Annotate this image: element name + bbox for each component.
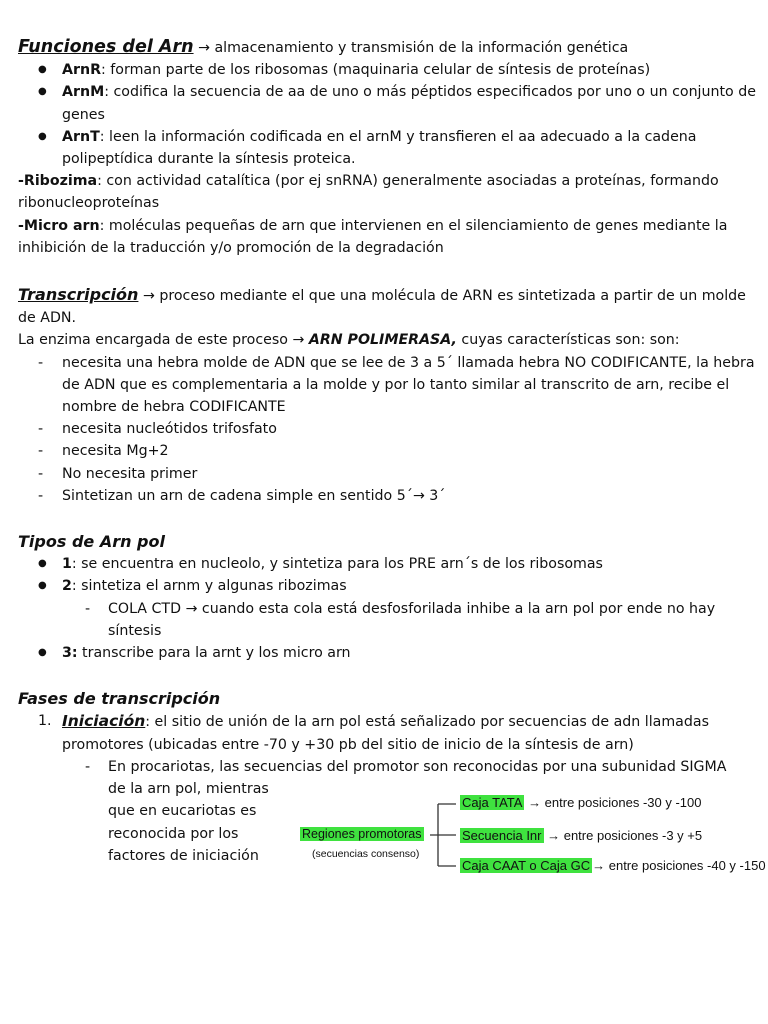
enzyme-name: ARN POLIMERASA, bbox=[308, 332, 457, 349]
term: ArnM bbox=[62, 84, 105, 101]
transcription-heading: Transcripción bbox=[18, 285, 139, 305]
list-item bbox=[18, 553, 758, 575]
list-item: - necesita Mg+2 bbox=[18, 440, 758, 462]
term: 1 bbox=[62, 556, 72, 573]
phases-heading: Fases de transcripción bbox=[18, 689, 221, 709]
diagram-sub-label: (secuencias consenso) bbox=[312, 848, 420, 860]
enzyme-pre: La enzima encargada de este proceso → bbox=[18, 332, 309, 349]
list-item: - Sintetizan un arn de cadena simple en sentido 5´→ 3´ bbox=[18, 485, 758, 507]
list-item: - No necesita primer bbox=[18, 463, 758, 485]
prokaryote-note: - En procariotas, las secuencias del promotor son reconocidas por una subunidad SIGMA de la arn pol, mientras que en eucariotas es reconocida por los factores de iniciación bbox=[85, 758, 727, 864]
enzyme-paragraph bbox=[18, 329, 758, 351]
polymerase-features-list bbox=[18, 352, 758, 507]
regions-label: Regiones promotoras bbox=[302, 827, 422, 841]
transcription-heading-rest: → proceso mediante el que una molécula de ARN es sintetizada a partir de un molde de ADN. bbox=[18, 288, 746, 327]
initiation-text: : el sitio de unión de la arn pol está señalizado por secuencias de adn llamadas promotores (ubicadas entre -70 y +30 pb del sitio de inicio de la síntesis de arn) bbox=[62, 714, 709, 753]
micro-arn-paragraph bbox=[18, 215, 758, 259]
list-item bbox=[18, 126, 758, 170]
initiation-title: Iniciación bbox=[62, 712, 146, 731]
document-page bbox=[18, 36, 758, 867]
definition: : forman parte de los ribosomas (maquinaria celular de síntesis de proteínas) bbox=[101, 62, 651, 79]
position-text: → entre posiciones -3 y +5 bbox=[543, 828, 703, 843]
term: -Micro arn bbox=[18, 217, 100, 234]
term: 2 bbox=[62, 578, 72, 595]
list-item bbox=[18, 710, 758, 755]
definition: : leen la información codificada en el arnM y transfieren el aa adecuado a la cadena polipeptídica durante la síntesis proteica. bbox=[62, 128, 697, 168]
term: -Ribozima bbox=[18, 173, 98, 190]
note-line: de la arn pol, mientras bbox=[108, 781, 269, 798]
note-line: que en eucariotas es bbox=[108, 803, 257, 820]
pol-types-list bbox=[18, 553, 758, 597]
definition: : se encuentra en nucleolo, y sintetiza para los PRE arn´s de los ribosomas bbox=[71, 556, 603, 573]
item-number: 1. bbox=[38, 713, 52, 730]
diagram-main-label bbox=[300, 827, 424, 841]
definition: : codifica la secuencia de aa de uno o más péptidos especificados por uno o un conjunto de genes bbox=[62, 84, 756, 123]
definition: : moléculas pequeñas de arn que intervienen en el silenciamiento de genes mediante la inhibición de la traducción y/o promoción de la degradación bbox=[18, 217, 728, 256]
enzyme-post: cuyas características son: son: bbox=[456, 332, 680, 349]
term: 3: bbox=[62, 645, 78, 662]
pol2-sub-list bbox=[18, 598, 758, 642]
list-item bbox=[18, 59, 758, 81]
list-item: - necesita nucleótidos trifosfato bbox=[18, 418, 758, 440]
definition: : sintetiza el arnm y algunas ribozimas bbox=[71, 578, 347, 595]
promoter-regions-diagram bbox=[300, 792, 766, 882]
list-item: - necesita una hebra molde de ADN que se lee de 3 a 5´ llamada hebra NO CODIFICANTE, la hebra de ADN que es complementaria a la molde y por lo tanto similar al transcrito de arn, recibe el nombre de hebra CODIFICANTE bbox=[18, 352, 758, 419]
transcription-heading-line bbox=[18, 284, 758, 329]
term: ArnR bbox=[62, 62, 102, 79]
box-label: Secuencia Inr bbox=[462, 828, 542, 843]
definition: transcribe para la arnt y los micro arn bbox=[77, 645, 351, 662]
note-line: reconocida por los bbox=[108, 825, 239, 842]
note-line: factores de iniciación bbox=[108, 847, 259, 864]
functions-heading-rest: → almacenamiento y transmisión de la información genética bbox=[193, 40, 629, 56]
list-item bbox=[18, 575, 758, 597]
note-line: En procariotas, las secuencias del promotor son reconocidas por una subunidad SIGMA bbox=[108, 758, 727, 775]
position-text: → entre posiciones -30 y -100 bbox=[524, 795, 702, 810]
functions-heading-line bbox=[18, 36, 758, 59]
rna-types-list bbox=[18, 59, 758, 170]
list-item bbox=[18, 642, 758, 664]
position-text: → entre posiciones -40 y -150 bbox=[592, 858, 766, 873]
box-label: Caja TATA bbox=[462, 795, 523, 810]
diagram-row bbox=[460, 858, 766, 873]
pol-types-list-cont bbox=[18, 642, 758, 664]
diagram-row bbox=[460, 828, 702, 843]
pol-types-heading: Tipos de Arn pol bbox=[18, 532, 165, 552]
ribozima-paragraph bbox=[18, 170, 758, 214]
definition: : con actividad catalítica (por ej snRNA) generalmente asociadas a proteínas, formando ribonucleoproteínas bbox=[18, 173, 719, 212]
list-item: - COLA CTD → cuando esta cola está desfosforilada inhibe a la arn pol por ende no hay síntesis bbox=[18, 598, 758, 642]
term: ArnT bbox=[62, 128, 100, 145]
list-item bbox=[18, 81, 758, 125]
diagram-row bbox=[460, 795, 702, 810]
box-label: Caja CAAT o Caja GC bbox=[462, 858, 591, 873]
phases-list bbox=[18, 710, 758, 755]
functions-heading: Funciones del Arn bbox=[18, 37, 194, 57]
